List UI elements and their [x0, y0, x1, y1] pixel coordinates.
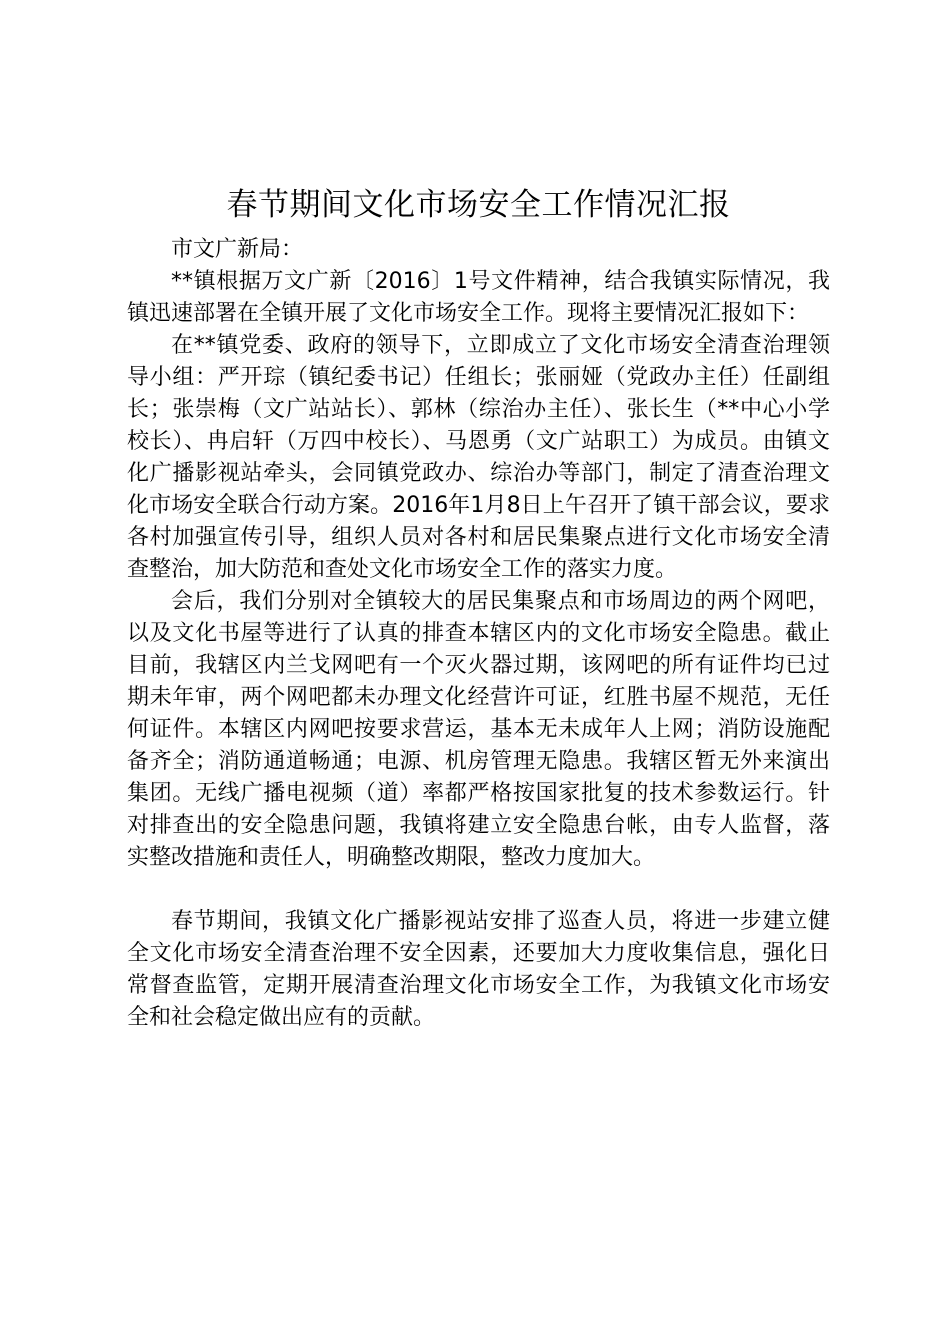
salutation: 市文广新局： — [171, 237, 304, 262]
paragraph-leadership: 在**镇党委、政府的领导下，立即成立了文化市场安全清查治理领导小组：严开琮（镇纪委书记）任组长；张丽娅（党政办主任）任副组长；张崇梅（文广站站长）、郭林（综治办主任）、张长生（**中心小学校长）、冉启轩（万四中校长）、马恩勇（文广站职工）为成员。由镇文化广播影视站牵头，会同镇党政办、综治办等部门，制定了清查治理文化市场安全联合行动方案。2016年1月8日上午召开了镇干部会议，要求各村加强宣传引导，组织人员对各村和居民集聚点进行文化市场安全清查整治，加大防范和查处文化市场安全工作的落实力度。 — [127, 333, 830, 582]
paragraph-intro: **镇根据万文广新〔2016〕1号文件精神，结合我镇实际情况，我镇迅速部署在全镇开展了文化市场安全工作。现将主要情况汇报如下： — [127, 269, 830, 326]
paragraph-festival: 春节期间，我镇文化广播影视站安排了巡查人员，将进一步建立健全文化市场安全清查治理不安全因素，还要加大力度收集信息，强化日常督查监管，定期开展清查治理文化市场安全工作，为我镇文化市场安全和社会稳定做出应有的贡献。 — [127, 909, 830, 1030]
document-page — [127, 180, 830, 1034]
document-title: 春节期间文化市场安全工作情况汇报 — [226, 187, 731, 223]
paragraph-inspection: 会后，我们分别对全镇较大的居民集聚点和市场周边的两个网吧，以及文化书屋等进行了认真的排查本辖区内的文化市场安全隐患。截止目前，我辖区内兰戈网吧有一个灭火器过期，该网吧的所有证件均已过期未年审，两个网吧都未办理文化经营许可证，红胜书屋不规范，无任何证件。本辖区内网吧按要求营运，基本无未成年人上网；消防设施配备齐全；消防通道畅通；电源、机房管理无隐患。我辖区暂无外来演出集团。无线广播电视频（道）率都严格按国家批复的技术参数运行。针对排查出的安全隐患问题，我镇将建立安全隐患台帐，由专人监督，落实整改措施和责任人，明确整改期限，整改力度加大。 — [127, 589, 830, 870]
paragraph-spacer — [127, 874, 830, 906]
